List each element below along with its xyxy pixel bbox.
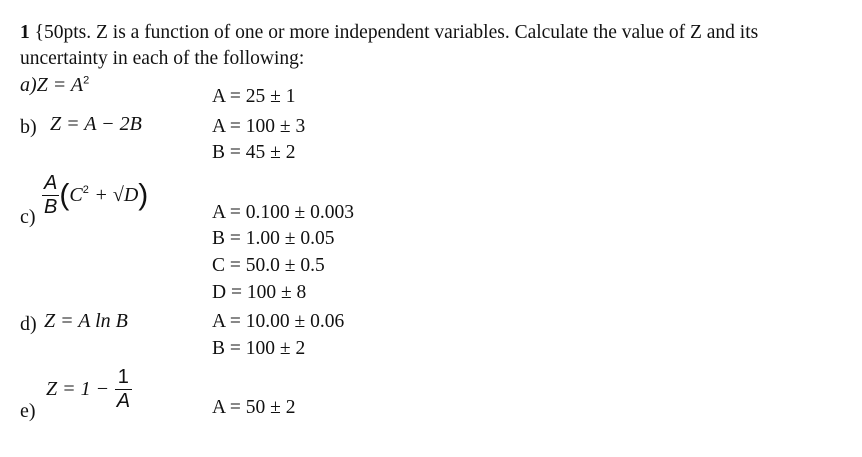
part-c-formula xyxy=(42,172,148,219)
part-c-label: c) xyxy=(20,206,36,228)
part-e-frac-den: A xyxy=(116,390,131,412)
part-b-formula: Z = A − 2B xyxy=(50,113,142,135)
part-e-fraction xyxy=(115,366,132,413)
part-d-value-b: B = 100 ± 2 xyxy=(212,338,306,359)
part-d-formula: Z = A ln B xyxy=(44,310,128,332)
part-a-label: a) xyxy=(20,74,37,96)
part-c-value-d: D = 100 ± 8 xyxy=(212,282,307,303)
part-b-label: b) xyxy=(20,116,37,138)
part-a-power: 2 xyxy=(83,74,90,87)
problem-intro-line2: uncertainty in each of the following: xyxy=(20,48,305,69)
part-c-frac-num: A xyxy=(44,172,58,194)
part-c-paren-open: ( xyxy=(59,178,70,212)
part-a-value-a: A = 25 ± 1 xyxy=(212,86,296,107)
part-c-paren-close: ) xyxy=(138,178,149,212)
part-c-value-b: B = 1.00 ± 0.05 xyxy=(212,228,335,249)
part-c-plus-sqrt: + √D xyxy=(94,184,139,206)
part-c-c-term: C xyxy=(69,184,83,206)
part-c-value-c: C = 50.0 ± 0.5 xyxy=(212,255,325,276)
part-e-formula xyxy=(46,366,132,413)
part-e-value-a: A = 50 ± 2 xyxy=(212,397,296,418)
part-c-power: 2 xyxy=(82,184,89,197)
part-e-frac-num: 1 xyxy=(117,366,129,388)
part-d-label: d) xyxy=(20,313,37,335)
part-b-value-a: A = 100 ± 3 xyxy=(212,116,306,137)
problem-statement xyxy=(20,20,758,46)
problem-number: 1 xyxy=(20,22,30,43)
part-b-value-b: B = 45 ± 2 xyxy=(212,142,296,163)
part-c-fraction xyxy=(42,172,59,219)
problem-intro: {50pts. Z is a function of one or more independent variables. Calculate the value of Z and its xyxy=(29,22,759,43)
part-e-label: e) xyxy=(20,400,36,422)
part-e-lhs: Z = 1 − xyxy=(46,378,110,400)
part-d-value-a: A = 10.00 ± 0.06 xyxy=(212,311,345,332)
part-a-formula xyxy=(20,74,89,97)
part-c-value-a: A = 0.100 ± 0.003 xyxy=(212,202,354,223)
part-c-frac-den: B xyxy=(44,196,58,218)
part-a-lhs: Z = A xyxy=(36,74,84,96)
